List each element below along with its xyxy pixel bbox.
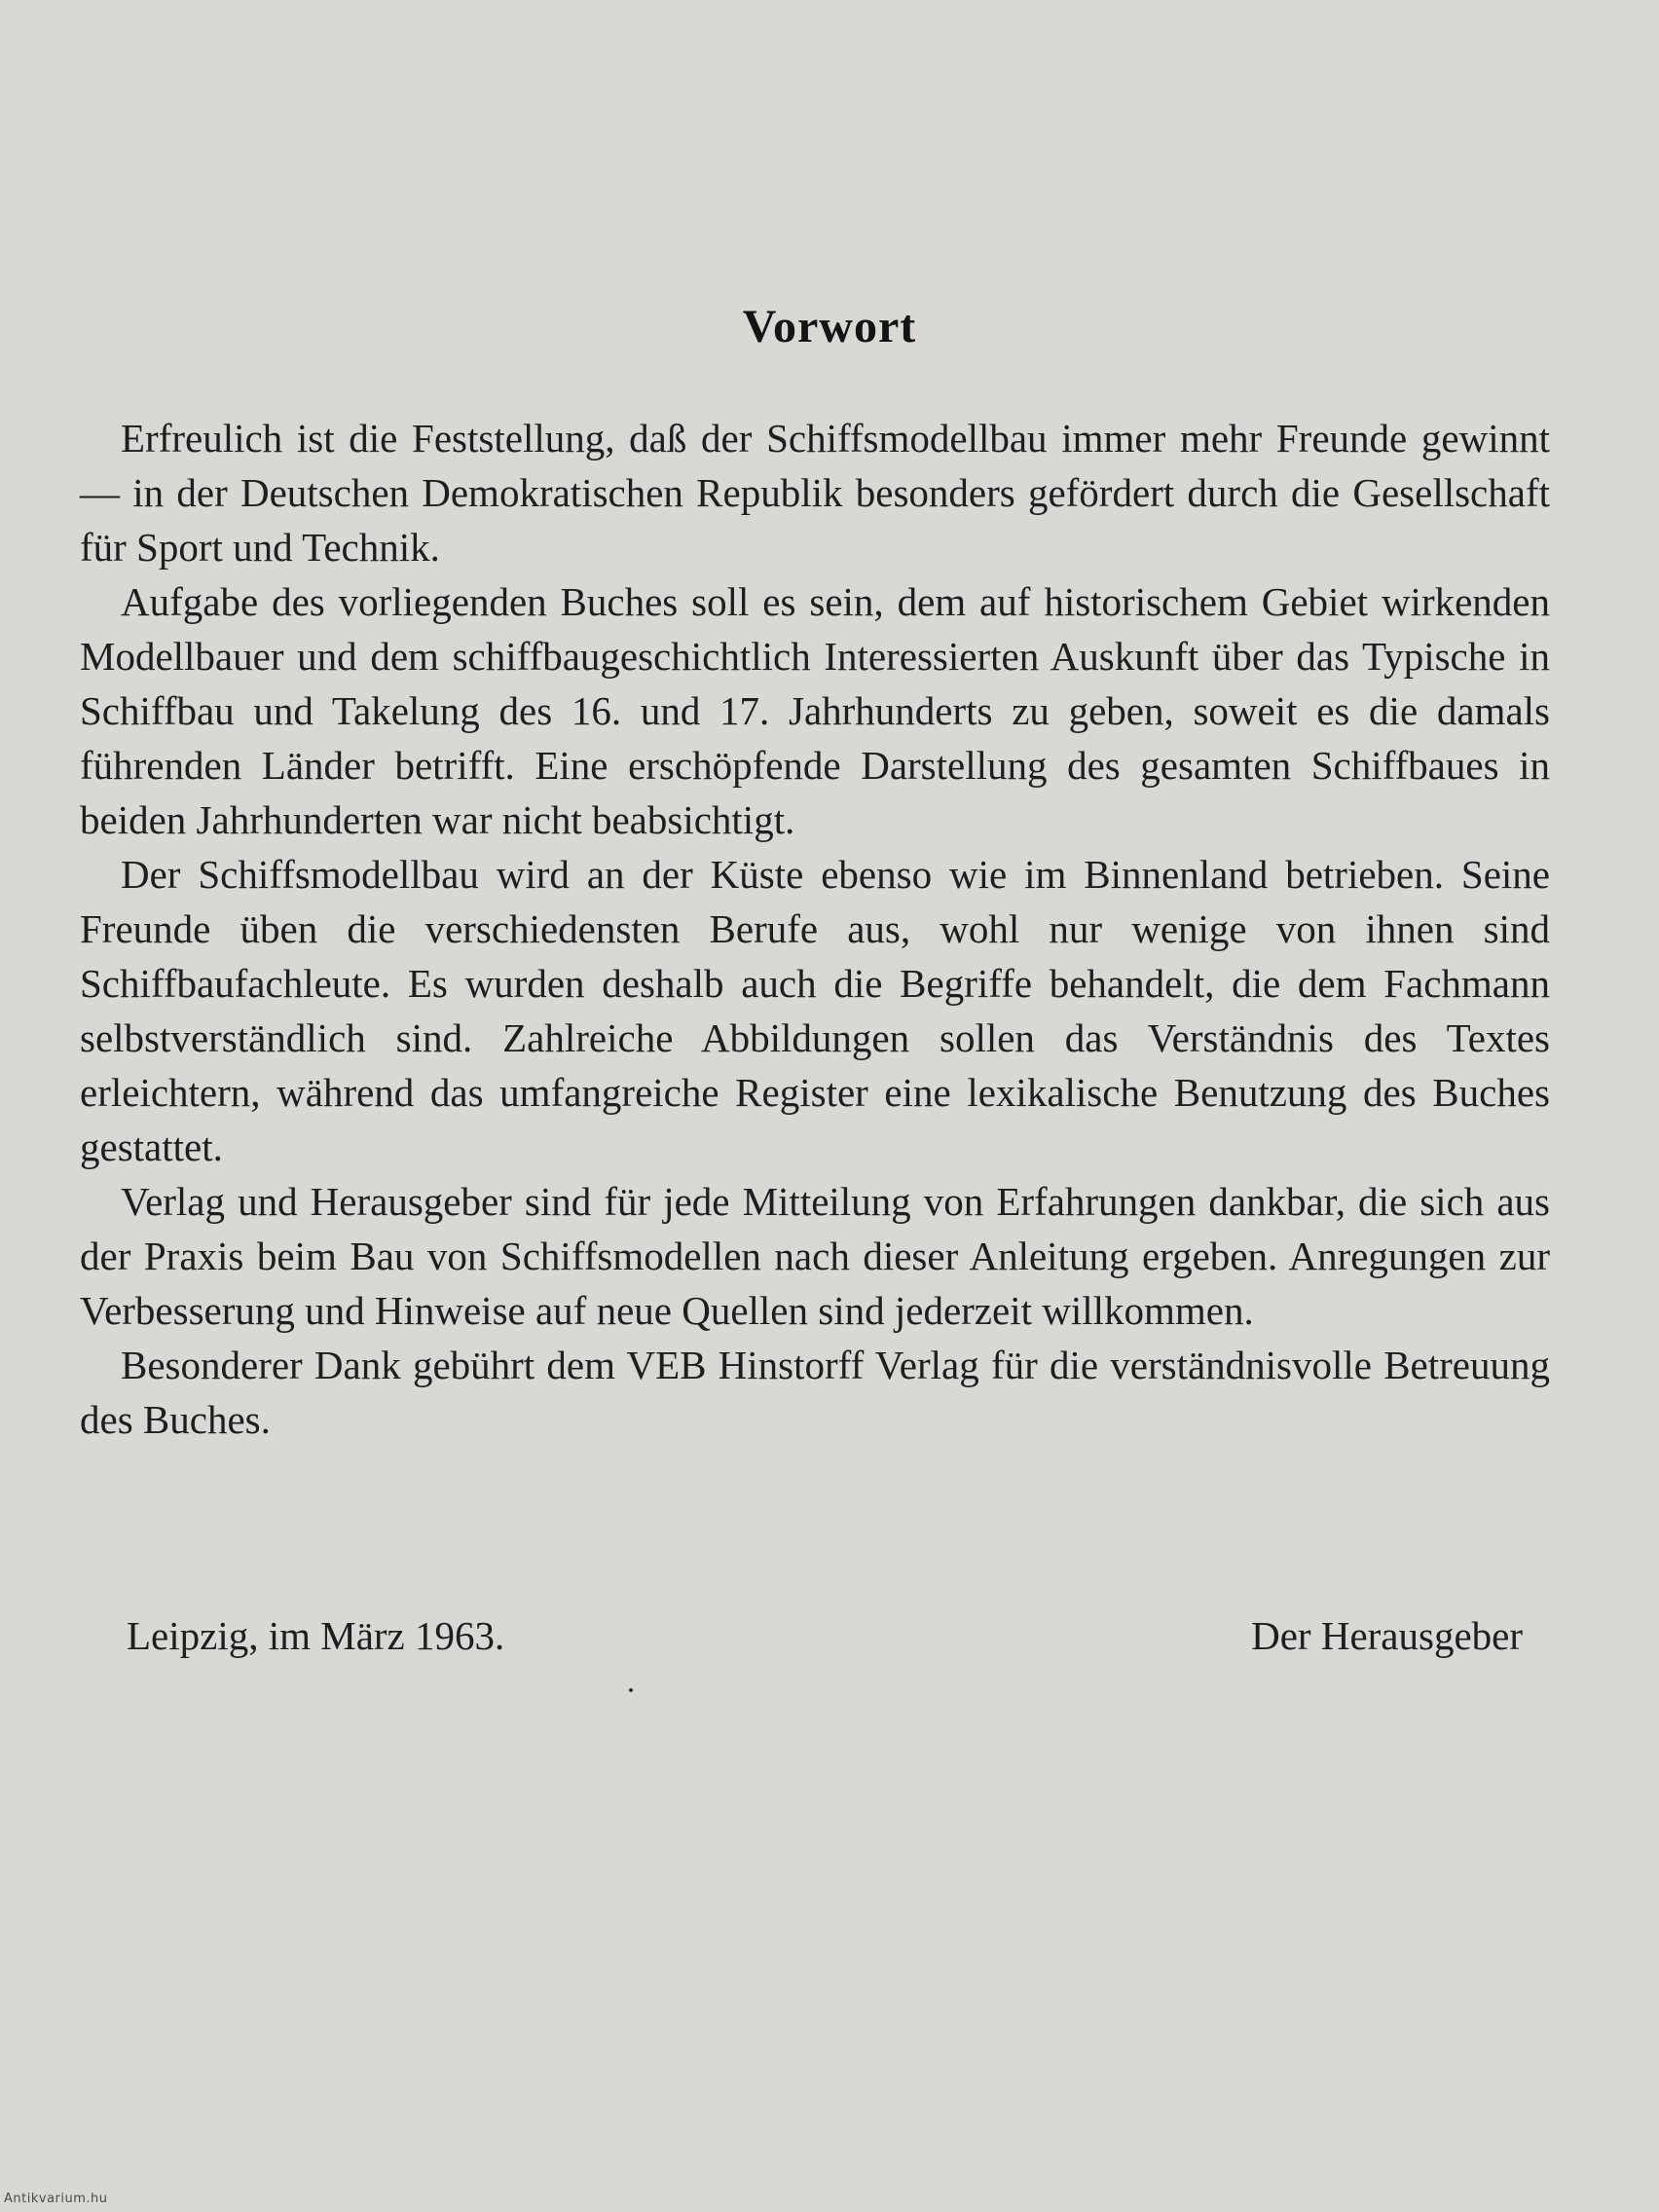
watermark: Antikvarium.hu [4,2192,108,2206]
paragraph: Erfreulich ist die Feststellung, daß der Schiffsmodellbau immer mehr Freunde gewinnt — in der Deutschen Demokratischen Republik besonders gefördert durch die Gesellschaft für Sport und Technik. [80,416,1550,570]
page-title: Vorwort [742,301,917,352]
place-date: Leipzig, im März 1963. [127,1613,505,1658]
paragraph: Aufgabe des vorliegenden Buches soll es sein, dem auf historischem Gebiet wirkenden Modellbauer und dem schiffbaugeschichtlich Interessierten Auskunft über das Typische in Schiffbau und Takelung des 16. und 17. Jahrhunderts zu geben, soweit es die damals führenden Länder betrifft. Eine erschöpfende Darstellung des gesamten Schiffbaues in beiden Jahrhunderten war nicht beabsichtigt. [80,579,1550,842]
paragraph: Besonderer Dank gebührt dem VEB Hinstorff Verlag für die verständnisvolle Betreuung des Buches. [80,1343,1550,1442]
ink-speck [629,1688,633,1692]
signature: Der Herausgeber [1251,1613,1523,1658]
paragraph: Der Schiffsmodellbau wird an der Küste ebenso wie im Binnenland betrieben. Seine Freunde üben die verschiedensten Berufe aus, wohl nur wenige von ihnen sind Schiffbaufachleute. Es wurden deshalb auch die Begriffe behandelt, die dem Fachmann selbstverständlich sind. Zahlreiche Abbildungen sollen das Verständnis des Textes erleichtern, während das umfangreiche Register eine lexikalische Benutzung des Buches gestattet. [80,852,1550,1169]
foreword-body [80,411,1550,1447]
paragraph: Verlag und Herausgeber sind für jede Mitteilung von Erfahrungen dankbar, die sich aus der Praxis beim Bau von Schiffsmodellen nach dieser Anleitung ergeben. Anregungen zur Verbesserung und Hinweise auf neue Quellen sind jederzeit willkommen. [80,1179,1550,1333]
